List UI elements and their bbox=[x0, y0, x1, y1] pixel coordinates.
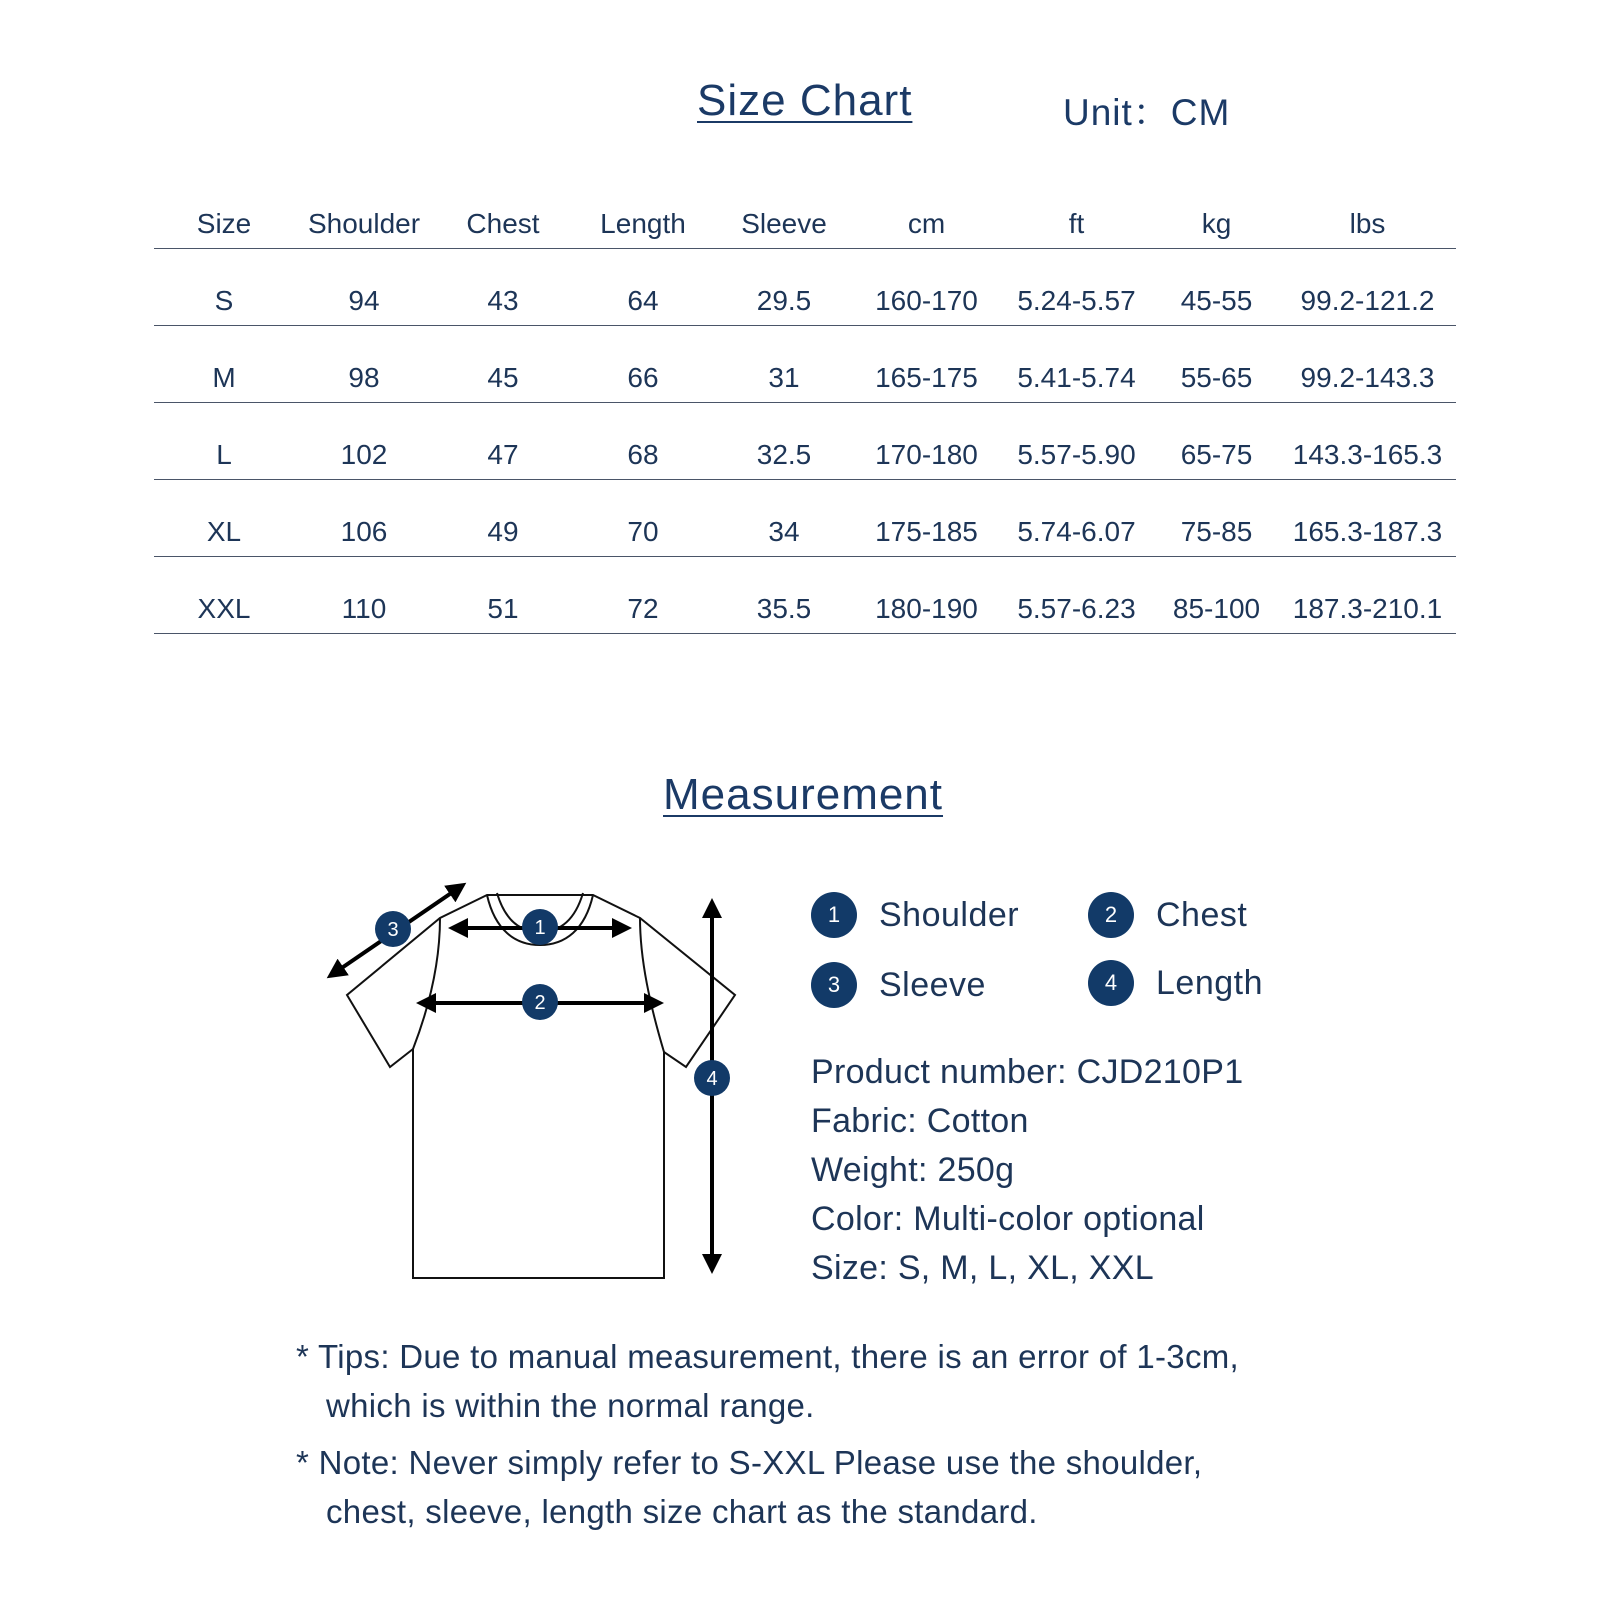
table-cell: 5.74-6.07 bbox=[999, 480, 1154, 557]
legend-length bbox=[1088, 960, 1263, 1006]
table-cell: 85-100 bbox=[1154, 557, 1279, 634]
table-cell: 165.3-187.3 bbox=[1279, 480, 1456, 557]
column-header-cm: cm bbox=[854, 200, 999, 249]
table-cell: XXL bbox=[154, 557, 294, 634]
table-cell: 5.24-5.57 bbox=[999, 249, 1154, 326]
number-badge-icon: 4 bbox=[1088, 960, 1134, 1006]
table-cell: 143.3-165.3 bbox=[1279, 403, 1456, 480]
table-cell: XL bbox=[154, 480, 294, 557]
table-cell: 98 bbox=[294, 326, 434, 403]
badge-number: 4 bbox=[706, 1068, 718, 1090]
legend-shoulder bbox=[811, 892, 1019, 938]
table-cell: 165-175 bbox=[854, 326, 999, 403]
table-row bbox=[154, 480, 1456, 557]
number-badge-icon: 1 bbox=[811, 892, 857, 938]
table-cell: 110 bbox=[294, 557, 434, 634]
badge-chest-icon bbox=[522, 984, 558, 1020]
table-cell: 94 bbox=[294, 249, 434, 326]
table-row bbox=[154, 326, 1456, 403]
table-cell: S bbox=[154, 249, 294, 326]
table-cell: 68 bbox=[572, 403, 714, 480]
table-cell: 5.57-6.23 bbox=[999, 557, 1154, 634]
unit-label: Unit：CM bbox=[1063, 92, 1231, 133]
table-row bbox=[154, 249, 1456, 326]
column-header-sleeve: Sleeve bbox=[714, 200, 854, 249]
legend-label: Length bbox=[1156, 963, 1263, 1002]
table-cell: 160-170 bbox=[854, 249, 999, 326]
note-line: chest, sleeve, length size chart as the standard. bbox=[326, 1493, 1038, 1530]
legend-label: Chest bbox=[1156, 895, 1248, 934]
table-cell: 70 bbox=[572, 480, 714, 557]
table-cell: 66 bbox=[572, 326, 714, 403]
table-cell: 55-65 bbox=[1154, 326, 1279, 403]
table-cell: 65-75 bbox=[1154, 403, 1279, 480]
badge-length-icon bbox=[694, 1060, 730, 1096]
product-number: Product number: CJD210P1 bbox=[811, 1053, 1244, 1091]
table-header-row bbox=[154, 200, 1456, 249]
table-row bbox=[154, 557, 1456, 634]
badge-number: 2 bbox=[534, 992, 546, 1014]
measurement-title: Measurement bbox=[663, 770, 944, 819]
column-header-shoulder: Shoulder bbox=[294, 200, 434, 249]
product-fabric: Fabric: Cotton bbox=[811, 1102, 1029, 1140]
legend-chest bbox=[1088, 892, 1247, 938]
note-line: * Note: Never simply refer to S-XXL Please use the shoulder, bbox=[296, 1444, 1203, 1481]
table-cell: 72 bbox=[572, 557, 714, 634]
table-cell: 43 bbox=[434, 249, 572, 326]
product-info bbox=[811, 1048, 1243, 1293]
table-row bbox=[154, 403, 1456, 480]
table-cell: 35.5 bbox=[714, 557, 854, 634]
table-cell: 5.57-5.90 bbox=[999, 403, 1154, 480]
table-cell: 47 bbox=[434, 403, 572, 480]
table-cell: 32.5 bbox=[714, 403, 854, 480]
product-weight: Weight: 250g bbox=[811, 1151, 1015, 1189]
badge-number: 1 bbox=[534, 917, 546, 939]
table-cell: 29.5 bbox=[714, 249, 854, 326]
table-cell: 31 bbox=[714, 326, 854, 403]
tshirt-diagram bbox=[300, 860, 760, 1290]
tip-line: which is within the normal range. bbox=[326, 1387, 815, 1424]
size-table bbox=[154, 200, 1456, 634]
table-cell: 187.3-210.1 bbox=[1279, 557, 1456, 634]
table-cell: 170-180 bbox=[854, 403, 999, 480]
column-header-chest: Chest bbox=[434, 200, 572, 249]
column-header-length: Length bbox=[572, 200, 714, 249]
table-cell: 99.2-143.3 bbox=[1279, 326, 1456, 403]
table-cell: 102 bbox=[294, 403, 434, 480]
number-badge-icon: 2 bbox=[1088, 892, 1134, 938]
badge-number: 3 bbox=[387, 919, 399, 941]
legend-label: Sleeve bbox=[879, 965, 986, 1004]
table-cell: 99.2-121.2 bbox=[1279, 249, 1456, 326]
table-cell: 45 bbox=[434, 326, 572, 403]
table-cell: 45-55 bbox=[1154, 249, 1279, 326]
table-cell: 106 bbox=[294, 480, 434, 557]
badge-sleeve-icon bbox=[375, 911, 411, 947]
legend-sleeve bbox=[811, 962, 986, 1008]
table-cell: 75-85 bbox=[1154, 480, 1279, 557]
column-header-kg: kg bbox=[1154, 200, 1279, 249]
table-cell: M bbox=[154, 326, 294, 403]
column-header-ft: ft bbox=[999, 200, 1154, 249]
table-cell: L bbox=[154, 403, 294, 480]
table-cell: 34 bbox=[714, 480, 854, 557]
table-cell: 49 bbox=[434, 480, 572, 557]
tip-note bbox=[296, 1332, 1239, 1430]
sizing-note bbox=[296, 1438, 1202, 1536]
tip-line: * Tips: Due to manual measurement, there is an error of 1-3cm, bbox=[296, 1338, 1240, 1375]
table-cell: 5.41-5.74 bbox=[999, 326, 1154, 403]
badge-shoulder-icon bbox=[522, 909, 558, 945]
legend-label: Shoulder bbox=[879, 895, 1020, 934]
column-header-size: Size bbox=[154, 200, 294, 249]
tshirt-outline-icon bbox=[347, 893, 735, 1278]
table-cell: 180-190 bbox=[854, 557, 999, 634]
table-cell: 175-185 bbox=[854, 480, 999, 557]
product-sizes: Size: S, M, L, XL, XXL bbox=[811, 1249, 1154, 1287]
product-color: Color: Multi-color optional bbox=[811, 1200, 1205, 1238]
column-header-lbs: lbs bbox=[1279, 200, 1456, 249]
number-badge-icon: 3 bbox=[811, 962, 857, 1008]
table-cell: 64 bbox=[572, 249, 714, 326]
table-cell: 51 bbox=[434, 557, 572, 634]
size-chart-title: Size Chart bbox=[697, 76, 913, 125]
